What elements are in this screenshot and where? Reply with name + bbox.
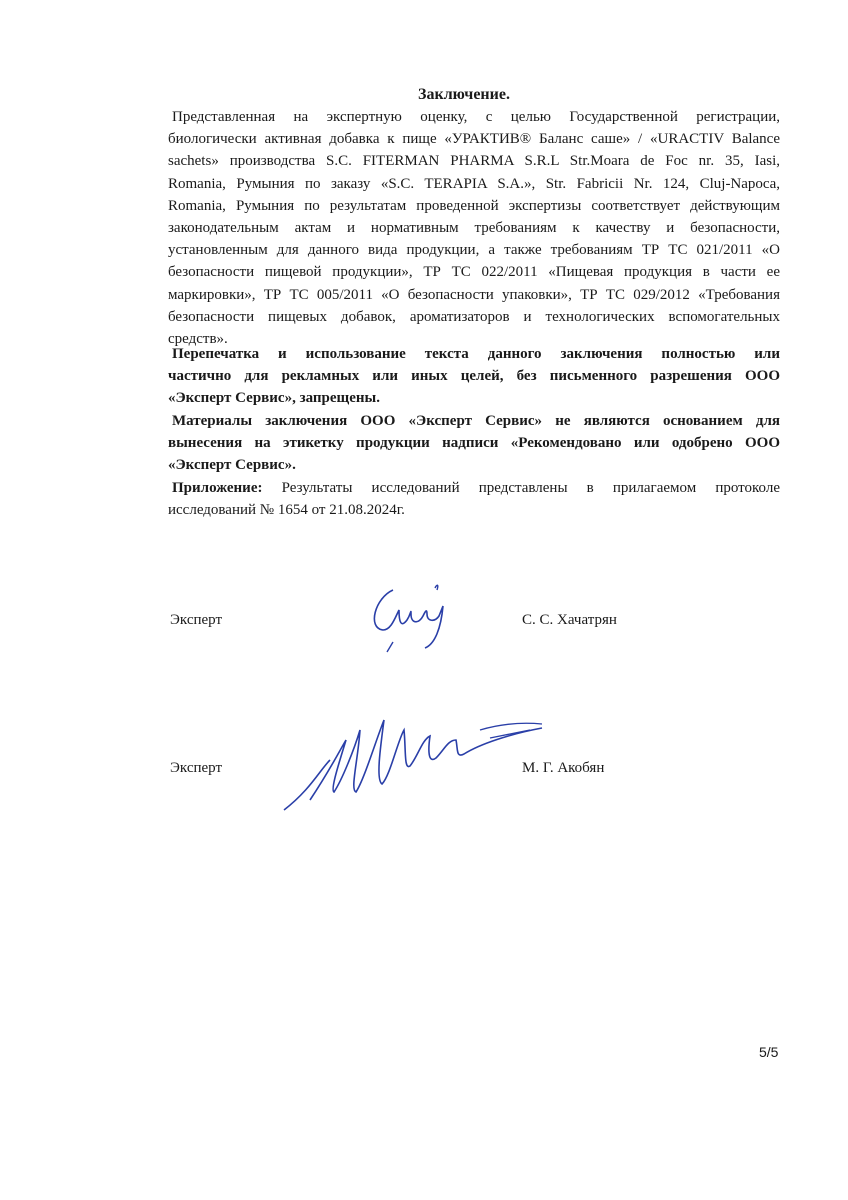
- text-line: «Эксперт Сервис», запрещены.: [168, 390, 380, 407]
- signature-name-1: С. С. Хачатрян: [522, 612, 617, 628]
- appendix-label: Приложение:: [172, 480, 263, 496]
- text-line: законодательным актам и нормативным требованиям к качеству и безопасности,: [168, 219, 780, 236]
- document-title: Заключение.: [418, 86, 510, 103]
- text-line: безопасности пищевых добавок, ароматизаторов и технологических вспомогательных: [168, 308, 780, 325]
- text-line: безопасности пищевой продукции», ТР ТС 022/2011 «Пищевая продукция в части ее: [168, 264, 780, 281]
- page-number: 5/5: [759, 1044, 779, 1060]
- signature-role-2: Эксперт: [170, 760, 223, 776]
- text-line: «Эксперт Сервис».: [168, 457, 296, 474]
- text-line: средств».: [168, 330, 228, 347]
- signature-2-image: [280, 700, 550, 815]
- paragraph-reprint-notice: [168, 343, 780, 410]
- paragraph-appendix: [168, 477, 780, 521]
- text-line: Представленная на экспертную оценку, с целью Государственной регистрации,: [172, 109, 780, 125]
- text-line: биологически активная добавка к пище «УРАКТИВ® Баланс саше» / «URACTIV Balance: [168, 131, 780, 148]
- text-line: Перепечатка и использование текста данного заключения полностью или: [172, 346, 780, 362]
- text-line: Материалы заключения ООО «Эксперт Сервис» не являются основанием для: [172, 413, 780, 429]
- appendix-text: Результаты исследований представлены в прилагаемом протоколе: [281, 480, 780, 496]
- paragraph-materials-notice: [168, 410, 780, 477]
- text-line: исследований № 1654 от 21.08.2024г.: [168, 502, 405, 519]
- text-line: частично для рекламных или иных целей, без письменного разрешения ООО: [168, 368, 780, 385]
- text-line: sachets» производства S.C. FITERMAN PHARMA S.R.L Str.Moara de Foc nr. 35, Iasi,: [168, 153, 780, 170]
- paragraph-conclusion: [168, 106, 780, 350]
- text-line: Romania, Румыния по результатам проведенной экспертизы соответствует действующим: [168, 197, 780, 214]
- text-line: маркировки», ТР ТС 005/2011 «О безопасности упаковки», ТР ТС 029/2012 «Требования: [168, 286, 780, 303]
- signature-role-1: Эксперт: [170, 612, 223, 628]
- signature-1-image: [365, 578, 465, 658]
- text-line: Romania, Румыния по заказу «S.C. TERAPIA S.A.», Str. Fabricii Nr. 124, Cluj-Napoca,: [168, 175, 780, 192]
- text-line: [168, 477, 780, 499]
- text-line: вынесения на этикетку продукции надписи «Рекомендовано или одобрено ООО: [168, 435, 780, 452]
- text-line: установленным для данного вида продукции, а также требованиям ТР ТС 021/2011 «О: [168, 242, 780, 259]
- signature-name-2: М. Г. Акобян: [522, 760, 605, 776]
